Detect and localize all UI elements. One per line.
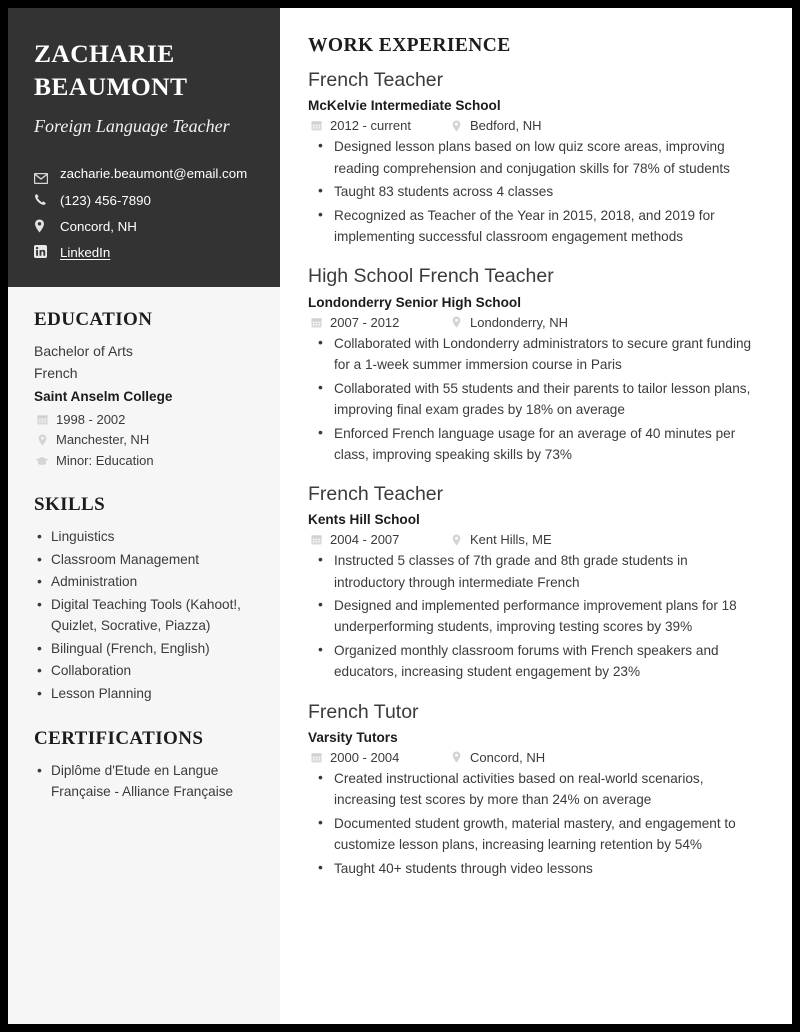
job-company: Varsity Tutors [308, 729, 398, 745]
list-item: • Collaborated with Londonderry administrators to secure grant funding for a 1-week summer immersion course in Paris [314, 333, 762, 375]
job-dates: 2004 - 2007 [330, 532, 400, 548]
list-item: • Administration [34, 571, 254, 592]
list-item: • Taught 40+ students through video lessons [314, 858, 762, 879]
job-meta [308, 315, 762, 330]
candidate-name-line-1: ZACHARIE [34, 39, 175, 68]
map-pin-icon [448, 120, 464, 132]
linkedin-icon [34, 244, 54, 258]
list-item: • Documented student growth, material mastery, and engagement to customize lesson plans, increasing learning retention by 54% [314, 813, 762, 855]
sidebar-header [8, 8, 280, 287]
education-dates: 1998 - 2002 [56, 411, 126, 427]
list-item: • Instructed 5 classes of 7th grade and 8th grade students in introductory through intermediate French [314, 550, 762, 592]
job-location-block [448, 315, 568, 330]
education-heading: EDUCATION [34, 309, 153, 331]
job-entry [308, 482, 762, 683]
job-location: Kent Hills, ME [470, 532, 552, 548]
graduation-cap-icon [34, 456, 50, 466]
job-company: Kents Hill School [308, 512, 420, 528]
list-item: • Lesson Planning [34, 683, 254, 704]
list-item: • Organized monthly classroom forums with French speakers and educators, increasing student engagement by 23% [314, 640, 762, 682]
list-item: • Bilingual (French, English) [34, 638, 254, 659]
job-dates-block [308, 315, 448, 330]
contact-email-text[interactable]: zacharie.beaumont@email.com [60, 165, 248, 181]
list-item: • Collaboration [34, 660, 254, 681]
list-item: • Collaborated with 55 students and their parents to tailor lesson plans, improving final exam grades by 18% on average [314, 378, 762, 420]
certifications-list [34, 760, 254, 803]
job-entry [308, 264, 762, 465]
education-school: Saint Anselm College [34, 389, 173, 405]
job-meta [308, 118, 762, 133]
list-item: • Designed lesson plans based on low quiz score areas, improving reading comprehension and conjugation skills for 78% of students [314, 136, 762, 178]
main-content [280, 8, 792, 1024]
job-meta [308, 750, 762, 765]
contact-item-location [34, 218, 254, 236]
education-location: Manchester, NH [56, 432, 150, 448]
section-skills [34, 494, 254, 704]
education-minor-row [34, 451, 254, 471]
map-pin-icon [448, 534, 464, 546]
calendar-icon [34, 414, 50, 425]
job-company: Londonderry Senior High School [308, 294, 521, 310]
education-field: French [34, 364, 78, 381]
calendar-icon [308, 120, 324, 131]
certifications-heading: CERTIFICATIONS [34, 728, 204, 749]
contact-item-email [34, 165, 254, 184]
map-pin-icon [34, 218, 54, 233]
job-location: Bedford, NH [470, 118, 542, 134]
job-entry [308, 68, 762, 247]
section-certifications [34, 728, 254, 803]
work-experience-heading: WORK EXPERIENCE [308, 35, 511, 56]
contact-item-linkedin[interactable] [34, 244, 254, 262]
job-title: French Teacher [308, 69, 444, 91]
envelope-icon [34, 165, 54, 184]
job-dates-block [308, 532, 448, 547]
list-item: • Designed and implemented performance improvement plans for 18 underperforming students, improving testing scores by 39% [314, 595, 762, 637]
list-item: • Classroom Management [34, 549, 254, 570]
job-company: McKelvie Intermediate School [308, 98, 501, 114]
job-dates: 2007 - 2012 [330, 314, 400, 330]
job-title: French Teacher [308, 482, 444, 505]
job-location: Londonderry, NH [470, 314, 569, 330]
job-bullet-list [308, 550, 762, 682]
list-item: • Recognized as Teacher of the Year in 2015, 2018, and 2019 for implementing successful classroom engagement methods [314, 205, 762, 247]
skills-heading: SKILLS [34, 494, 106, 516]
job-bullet-list [308, 136, 762, 247]
list-item: • Taught 83 students across 4 classes [314, 181, 762, 202]
candidate-name [34, 38, 254, 103]
sidebar-body [8, 287, 280, 823]
candidate-name-line-2: BEAUMONT [34, 71, 188, 101]
job-location-block [448, 532, 552, 547]
list-item: • Digital Teaching Tools (Kahoot!, Quizlet, Socrative, Piazza) [34, 594, 254, 637]
phone-icon [34, 192, 54, 206]
job-title: High School French Teacher [308, 265, 554, 288]
contact-location-text: Concord, NH [60, 218, 137, 234]
job-entry [308, 700, 762, 879]
education-dates-row [34, 410, 254, 430]
job-dates-block [308, 118, 448, 133]
job-dates-block [308, 750, 448, 765]
calendar-icon [308, 534, 324, 545]
education-minor: Minor: Education [56, 452, 154, 468]
contact-phone-text[interactable]: (123) 456-7890 [60, 192, 151, 208]
job-dates: 2000 - 2004 [330, 749, 400, 765]
job-location: Concord, NH [470, 749, 546, 765]
list-item: • Enforced French language usage for an average of 40 minutes per class, improving speaking skills by 73% [314, 423, 762, 465]
contact-item-phone [34, 192, 254, 210]
job-bullet-list [308, 768, 762, 879]
job-location-block [448, 118, 542, 133]
job-location-block [448, 750, 545, 765]
section-education [34, 309, 254, 470]
map-pin-icon [448, 751, 464, 763]
list-item: • Diplôme d'Etude en Langue Française - Alliance Française [34, 760, 254, 803]
job-bullet-list [308, 333, 762, 465]
contact-linkedin-text[interactable]: LinkedIn [60, 244, 111, 260]
list-item: • Linguistics [34, 526, 254, 547]
candidate-job-title: Foreign Language Teacher [34, 116, 230, 137]
job-title: French Tutor [308, 700, 419, 723]
resume-page [8, 8, 792, 1024]
education-degree: Bachelor of Arts [34, 343, 133, 360]
sidebar [8, 8, 280, 1024]
calendar-icon [308, 317, 324, 328]
list-item: • Created instructional activities based on real-world scenarios, increasing test scores by more than 24% on average [314, 768, 762, 810]
contact-list [34, 165, 254, 262]
skills-list [34, 526, 254, 704]
calendar-icon [308, 752, 324, 763]
job-dates: 2012 - current [330, 118, 411, 134]
map-pin-icon [448, 316, 464, 328]
map-pin-icon [34, 434, 50, 446]
job-meta [308, 532, 762, 547]
education-location-row [34, 430, 254, 450]
